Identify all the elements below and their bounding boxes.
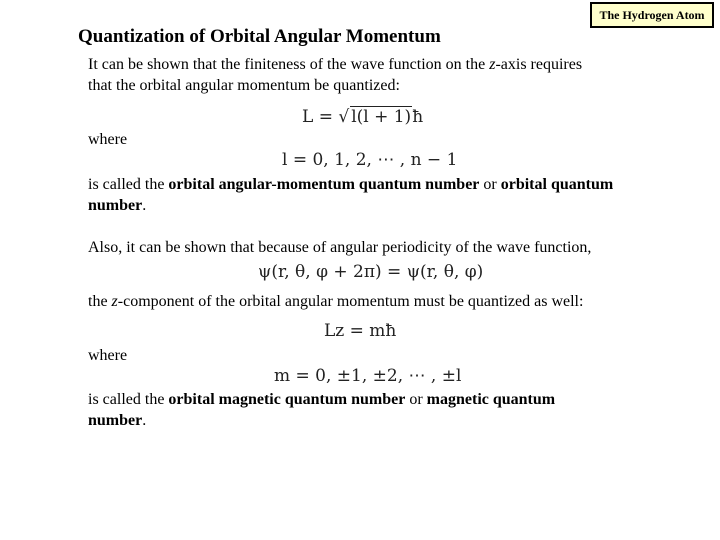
paragraph-intro <box>88 54 582 96</box>
p4-text-end: -component of the orbital angular momentum must be quantized as well: <box>117 293 584 310</box>
equation-angular-momentum: L = √ l(l + 1)ħ <box>302 107 424 127</box>
equation-periodicity: ψ(r, θ, φ + 2π) = ψ(r, θ, φ) <box>258 262 484 282</box>
p2-text-start: is called the <box>88 176 169 193</box>
section-badge: The Hydrogen Atom <box>590 2 714 28</box>
equation-l-values: l = 0, 1, 2, ⋯ , n − 1 <box>282 150 458 170</box>
p5-term-3: number <box>88 412 143 429</box>
eq1-lhs: L = <box>302 107 339 127</box>
z-variable: z <box>489 56 496 73</box>
p2-connector: or <box>479 176 501 193</box>
intro-text-line2: that the orbital angular momentum be quantized: <box>88 77 400 94</box>
p2-term-2: orbital quantum <box>500 176 614 193</box>
p4-text-start: the <box>88 293 112 310</box>
p5-text-start: is called the <box>88 391 169 408</box>
eq1-hbar: ħ <box>412 107 424 127</box>
p5-connector: or <box>405 391 427 408</box>
paragraph-magnetic-quantum <box>88 389 555 431</box>
where-label-2: where <box>88 347 128 364</box>
paragraph-orbital-quantum <box>88 174 613 216</box>
z-variable-2: z <box>111 293 118 310</box>
p2-term-3: number <box>88 197 143 214</box>
page-title: Quantization of Orbital Angular Momentum <box>78 26 441 47</box>
where-label-1: where <box>88 131 128 148</box>
eq1-radicand: l(l + 1) <box>351 107 412 127</box>
intro-text-end: -axis requires <box>495 56 583 73</box>
p2-period: . <box>142 197 147 214</box>
equation-lz: Lz = mħ <box>324 321 397 341</box>
p5-period: . <box>142 412 147 429</box>
equation-m-values: m = 0, ±1, ±2, ⋯ , ±l <box>274 366 462 386</box>
paragraph-z-component <box>88 291 583 312</box>
paragraph-periodicity: Also, it can be shown that because of angular periodicity of the wave function, <box>88 239 592 256</box>
p5-term-1: orbital magnetic quantum number <box>168 391 406 408</box>
p2-term-1: orbital angular-momentum quantum number <box>168 176 480 193</box>
p5-term-2: magnetic quantum <box>426 391 556 408</box>
intro-text-start: It can be shown that the finiteness of the wave function on the <box>88 56 490 73</box>
